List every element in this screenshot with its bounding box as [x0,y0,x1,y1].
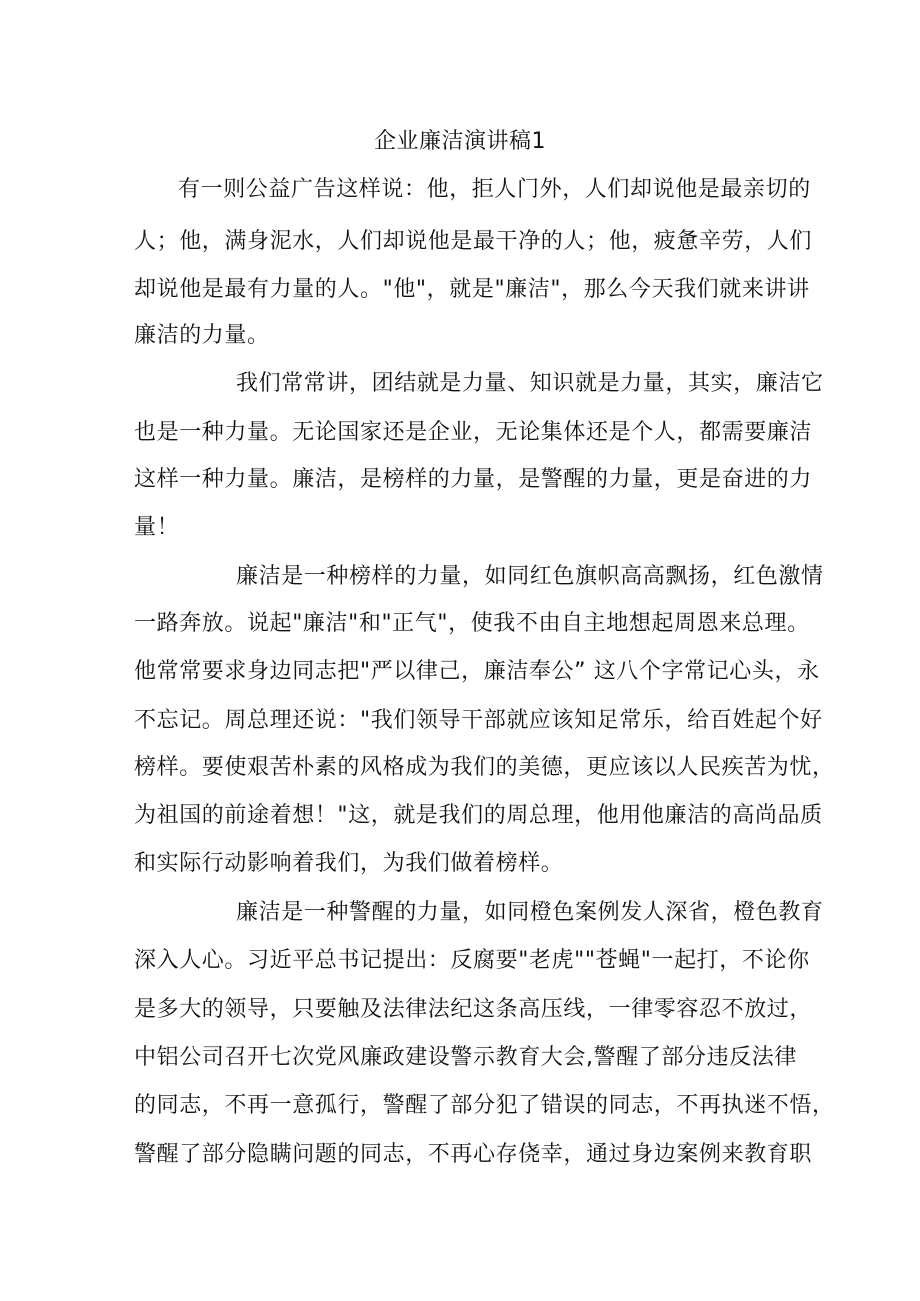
paragraph-3-line-3: 他常常要求身边同志把"严以律己，廉洁奉公” 这八个字常记心头，永 [134,659,820,684]
paragraph-4-line-5: 的同志，不再一意孤行，警醒了部分犯了错误的同志，不再执迷不悟， [134,1093,835,1118]
paragraph-4-line-1: 廉洁是一种警醒的力量，如同橙色案例发人深省，橙色教育 [236,900,824,925]
paragraph-4-line-2: 深入人心。习近平总书记提出：反腐要"老虎""苍蝇"一起打，不论你 [134,948,810,973]
paragraph-4-line-6: 警醒了部分隐瞒问题的同志，不再心存侥幸，通过身边案例来教育职 [134,1142,813,1167]
paragraph-1-line-2: 人；他，满身泥水，人们却说他是最干净的人；他，疲惫辛劳，人们 [134,229,813,254]
paragraph-3-line-7: 和实际行动影响着我们，为我们做着榜样。 [134,851,564,876]
paragraph-3-line-1: 廉洁是一种榜样的力量，如同红色旗帜高高飘扬，红色激情 [236,564,824,589]
paragraph-2-line-4: 量！ [134,515,180,540]
paragraph-1-line-4: 廉洁的力量。 [134,323,270,348]
paragraph-3-line-4: 不忘记。周总理还说："我们领导干部就应该知足常乐，给百姓起个好 [134,708,823,733]
paragraph-1-line-1: 有一则公益广告这样说：他，拒人门外，人们却说他是最亲切的 [178,177,811,202]
paragraph-4-line-3: 是多大的领导，只要触及法律法纪这条高压线，一律零容忍不放过， [134,997,813,1022]
paragraph-2-line-2: 也是一种力量。无论国家还是企业，无论集体还是个人，都需要廉洁 [134,420,813,445]
paragraph-3-line-2: 一路奔放。说起"廉洁"和"正气"，使我不由自主地想起周恩来总理。 [134,611,810,636]
paragraph-2-line-1: 我们常常讲，团结就是力量、知识就是力量，其实，廉洁它 [236,371,824,396]
paragraph-2-line-3: 这样一种力量。廉洁，是榜样的力量，是警醒的力量，更是奋进的力 [134,467,813,492]
paragraph-3-line-5: 榜样。要使艰苦朴素的风格成为我们的美德，更应该以人民疾苦为忧， [134,755,835,780]
paragraph-1-line-3: 却说他是最有力量的人。"他"，就是"廉洁"，那么今天我们就来讲讲 [134,277,810,302]
paragraph-3-line-6: 为祖国的前途着想！"这，就是我们的周总理，他用他廉洁的高尚品质 [134,803,823,828]
paragraph-4-line-4: 中铝公司召开七次党风廉政建设警示教育大会,警醒了部分违反法律 [134,1045,797,1070]
document-title: 企业廉洁演讲稿1 [374,129,546,154]
